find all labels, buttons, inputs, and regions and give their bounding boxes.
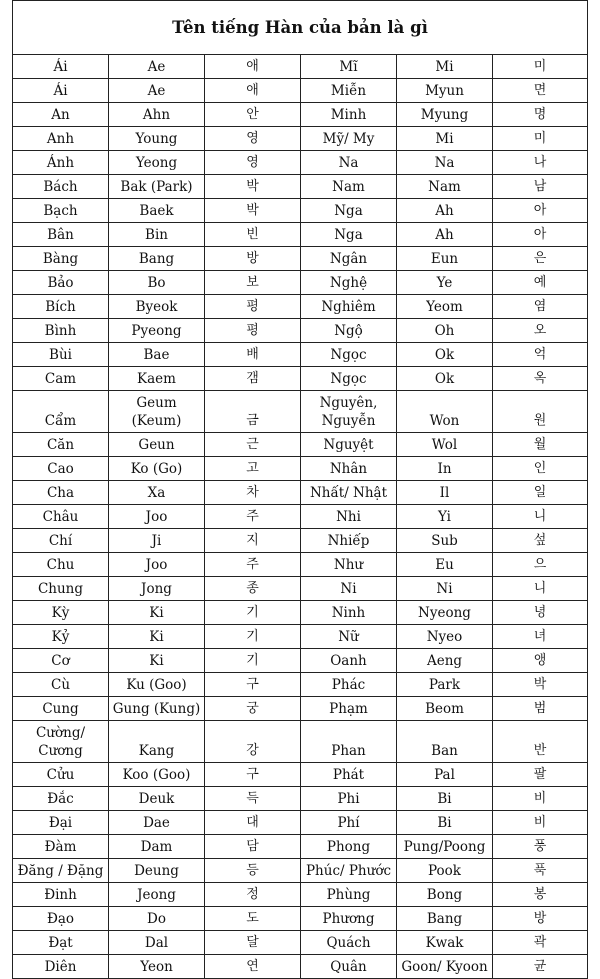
table-row — [13, 835, 588, 859]
korean-name-cell: 구 — [205, 763, 301, 787]
romanized-name-cell: Young — [109, 127, 205, 151]
korean-name-cell: 푹 — [493, 859, 588, 883]
romanized-name-cell: Joo — [109, 553, 205, 577]
vietnamese-name-cell: Bình — [13, 319, 109, 343]
korean-name-cell: 배 — [205, 343, 301, 367]
romanized-name-cell: Bak (Park) — [109, 175, 205, 199]
korean-name-cell: 반 — [493, 721, 588, 763]
korean-name-cell: 정 — [205, 883, 301, 907]
table-row — [13, 55, 588, 79]
korean-name-cell: 아 — [493, 223, 588, 247]
romanized-name-cell: Aeng — [397, 649, 493, 673]
vietnamese-name-cell: Oanh — [301, 649, 397, 673]
korean-name-cell: 염 — [493, 295, 588, 319]
table-row — [13, 247, 588, 271]
korean-name-cell: 주 — [205, 553, 301, 577]
romanized-name-cell: Ki — [109, 625, 205, 649]
romanized-name-cell: Geun — [109, 433, 205, 457]
korean-name-cell: 아 — [493, 199, 588, 223]
korean-name-cell: 주 — [205, 505, 301, 529]
table-row — [13, 481, 588, 505]
vietnamese-name-cell: Ngộ — [301, 319, 397, 343]
romanized-name-cell: Il — [397, 481, 493, 505]
romanized-name-cell: Ok — [397, 343, 493, 367]
romanized-name-cell: Kaem — [109, 367, 205, 391]
romanized-name-cell: Nyeo — [397, 625, 493, 649]
vietnamese-name-cell: Quách — [301, 931, 397, 955]
vietnamese-name-cell: Nguyên, Nguyễn — [301, 391, 397, 433]
vietnamese-name-cell: Ngọc — [301, 343, 397, 367]
korean-name-cell: 애 — [205, 55, 301, 79]
korean-name-cell: 범 — [493, 697, 588, 721]
name-table-sheet — [12, 0, 587, 975]
korean-name-cell: 근 — [205, 433, 301, 457]
romanized-name-cell: Nyeong — [397, 601, 493, 625]
romanized-name-cell: Bi — [397, 811, 493, 835]
korean-name-cell: 보 — [205, 271, 301, 295]
korean-name-cell: 녀 — [493, 625, 588, 649]
korean-name-cell: 비 — [493, 787, 588, 811]
table-row — [13, 601, 588, 625]
vietnamese-name-cell: Đinh — [13, 883, 109, 907]
vietnamese-name-cell: Miễn — [301, 79, 397, 103]
table-row — [13, 271, 588, 295]
korean-name-cell: 금 — [205, 391, 301, 433]
vietnamese-name-cell: Bùi — [13, 343, 109, 367]
vietnamese-name-cell: Đăng / Đặng — [13, 859, 109, 883]
romanized-name-cell: Ah — [397, 199, 493, 223]
table-row — [13, 787, 588, 811]
vietnamese-name-cell: Nguyệt — [301, 433, 397, 457]
romanized-name-cell: In — [397, 457, 493, 481]
vietnamese-name-cell: Nam — [301, 175, 397, 199]
korean-name-cell: 옥 — [493, 367, 588, 391]
korean-name-cell: 도 — [205, 907, 301, 931]
korean-name-cell: 은 — [493, 247, 588, 271]
romanized-name-cell: Ku (Goo) — [109, 673, 205, 697]
table-row — [13, 343, 588, 367]
romanized-name-cell: Jeong — [109, 883, 205, 907]
vietnamese-name-cell: Cửu — [13, 763, 109, 787]
vietnamese-name-cell: Phúc/ Phước — [301, 859, 397, 883]
vietnamese-name-cell: Bách — [13, 175, 109, 199]
korean-name-cell: 차 — [205, 481, 301, 505]
korean-name-cell: 구 — [205, 673, 301, 697]
romanized-name-cell: Kang — [109, 721, 205, 763]
table-row — [13, 151, 588, 175]
vietnamese-name-cell: Nghiêm — [301, 295, 397, 319]
korean-name-cell: 강 — [205, 721, 301, 763]
vietnamese-name-cell: Anh — [13, 127, 109, 151]
vietnamese-name-cell: Ninh — [301, 601, 397, 625]
table-row — [13, 883, 588, 907]
vietnamese-name-cell: Cù — [13, 673, 109, 697]
table-row — [13, 577, 588, 601]
vietnamese-name-cell: Nữ — [301, 625, 397, 649]
table-row — [13, 955, 588, 979]
korean-name-cell: 궁 — [205, 697, 301, 721]
vietnamese-name-cell: Đạo — [13, 907, 109, 931]
vietnamese-name-cell: Nga — [301, 223, 397, 247]
vietnamese-name-cell: Na — [301, 151, 397, 175]
korean-name-cell: 예 — [493, 271, 588, 295]
korean-name-cell: 애 — [205, 79, 301, 103]
table-row — [13, 319, 588, 343]
korean-name-cell: 고 — [205, 457, 301, 481]
romanized-name-cell: Byeok — [109, 295, 205, 319]
korean-name-cell: 으 — [493, 553, 588, 577]
korean-name-cell: 면 — [493, 79, 588, 103]
romanized-name-cell: Geum (Keum) — [109, 391, 205, 433]
vietnamese-name-cell: Phan — [301, 721, 397, 763]
romanized-name-cell: Beom — [397, 697, 493, 721]
vietnamese-name-cell: Ái — [13, 79, 109, 103]
vietnamese-name-cell: Mĩ — [301, 55, 397, 79]
romanized-name-cell: Baek — [109, 199, 205, 223]
vietnamese-name-cell: Chu — [13, 553, 109, 577]
korean-name-cell: 균 — [493, 955, 588, 979]
romanized-name-cell: Ahn — [109, 103, 205, 127]
table-row — [13, 811, 588, 835]
vietnamese-name-cell: Như — [301, 553, 397, 577]
vietnamese-name-cell: Cha — [13, 481, 109, 505]
korean-name-cell: 담 — [205, 835, 301, 859]
vietnamese-name-cell: Cẩm — [13, 391, 109, 433]
vietnamese-name-cell: Bích — [13, 295, 109, 319]
korean-name-cell: 나 — [493, 151, 588, 175]
table-row — [13, 199, 588, 223]
romanized-name-cell: Mi — [397, 127, 493, 151]
romanized-name-cell: Park — [397, 673, 493, 697]
vietnamese-name-cell: Ni — [301, 577, 397, 601]
vietnamese-name-cell: Căn — [13, 433, 109, 457]
romanized-name-cell: Ko (Go) — [109, 457, 205, 481]
table-row — [13, 295, 588, 319]
korean-name-cell: 일 — [493, 481, 588, 505]
romanized-name-cell: Dal — [109, 931, 205, 955]
vietnamese-name-cell: Cường/ Cương — [13, 721, 109, 763]
korean-name-cell: 니 — [493, 505, 588, 529]
romanized-name-cell: Dam — [109, 835, 205, 859]
vietnamese-name-cell: Nhi — [301, 505, 397, 529]
korean-name-cell: 억 — [493, 343, 588, 367]
vietnamese-name-cell: Bân — [13, 223, 109, 247]
vietnamese-name-cell: Phát — [301, 763, 397, 787]
romanized-name-cell: Pal — [397, 763, 493, 787]
vietnamese-name-cell: Phùng — [301, 883, 397, 907]
romanized-name-cell: Bae — [109, 343, 205, 367]
vietnamese-name-cell: Phạm — [301, 697, 397, 721]
romanized-name-cell: Na — [397, 151, 493, 175]
romanized-name-cell: Ki — [109, 601, 205, 625]
table-row — [13, 175, 588, 199]
korean-name-cell: 니 — [493, 577, 588, 601]
romanized-name-cell: Bang — [397, 907, 493, 931]
korean-name-cell: 평 — [205, 295, 301, 319]
romanized-name-cell: Mi — [397, 55, 493, 79]
table-row — [13, 79, 588, 103]
romanized-name-cell: Bong — [397, 883, 493, 907]
romanized-name-cell: Ni — [397, 577, 493, 601]
korean-name-cell: 대 — [205, 811, 301, 835]
table-body — [13, 55, 588, 979]
romanized-name-cell: Yeong — [109, 151, 205, 175]
romanized-name-cell: Ae — [109, 55, 205, 79]
korean-name-cell: 등 — [205, 859, 301, 883]
romanized-name-cell: Bi — [397, 787, 493, 811]
table-row — [13, 721, 588, 763]
vietnamese-name-cell: An — [13, 103, 109, 127]
table-row — [13, 673, 588, 697]
korean-name-cell: 지 — [205, 529, 301, 553]
vietnamese-name-cell: Châu — [13, 505, 109, 529]
korean-name-cell: 박 — [205, 175, 301, 199]
romanized-name-cell: Kwak — [397, 931, 493, 955]
romanized-name-cell: Myun — [397, 79, 493, 103]
romanized-name-cell: Ah — [397, 223, 493, 247]
vietnamese-name-cell: Nhiếp — [301, 529, 397, 553]
vietnamese-name-cell: Nhất/ Nhật — [301, 481, 397, 505]
romanized-name-cell: Deung — [109, 859, 205, 883]
vietnamese-name-cell: Bàng — [13, 247, 109, 271]
vietnamese-name-cell: Chí — [13, 529, 109, 553]
vietnamese-name-cell: Bảo — [13, 271, 109, 295]
vietnamese-name-cell: Phương — [301, 907, 397, 931]
romanized-name-cell: Bo — [109, 271, 205, 295]
table-row — [13, 697, 588, 721]
korean-name-cell: 달 — [205, 931, 301, 955]
korean-name-table — [12, 0, 588, 979]
romanized-name-cell: Ban — [397, 721, 493, 763]
romanized-name-cell: Eun — [397, 247, 493, 271]
romanized-name-cell: Xa — [109, 481, 205, 505]
vietnamese-name-cell: Ái — [13, 55, 109, 79]
korean-name-cell: 박 — [493, 673, 588, 697]
vietnamese-name-cell: Phong — [301, 835, 397, 859]
vietnamese-name-cell: Phí — [301, 811, 397, 835]
korean-name-cell: 비 — [493, 811, 588, 835]
romanized-name-cell: Ae — [109, 79, 205, 103]
korean-name-cell: 남 — [493, 175, 588, 199]
vietnamese-name-cell: Cung — [13, 697, 109, 721]
romanized-name-cell: Ki — [109, 649, 205, 673]
romanized-name-cell: Wol — [397, 433, 493, 457]
vietnamese-name-cell: Quân — [301, 955, 397, 979]
romanized-name-cell: Bin — [109, 223, 205, 247]
korean-name-cell: 영 — [205, 151, 301, 175]
romanized-name-cell: Yeom — [397, 295, 493, 319]
vietnamese-name-cell: Đạt — [13, 931, 109, 955]
table-row — [13, 763, 588, 787]
table-title: Tên tiếng Hàn của bản là gì — [13, 1, 588, 55]
vietnamese-name-cell: Kỷ — [13, 625, 109, 649]
vietnamese-name-cell: Mỹ/ My — [301, 127, 397, 151]
romanized-name-cell: Goon/ Kyoon — [397, 955, 493, 979]
vietnamese-name-cell: Cơ — [13, 649, 109, 673]
korean-name-cell: 기 — [205, 601, 301, 625]
table-row — [13, 625, 588, 649]
vietnamese-name-cell: Nga — [301, 199, 397, 223]
korean-name-cell: 팔 — [493, 763, 588, 787]
table-row — [13, 103, 588, 127]
romanized-name-cell: Oh — [397, 319, 493, 343]
table-row — [13, 907, 588, 931]
table-row — [13, 859, 588, 883]
romanized-name-cell: Sub — [397, 529, 493, 553]
romanized-name-cell: Bang — [109, 247, 205, 271]
romanized-name-cell: Pung/Poong — [397, 835, 493, 859]
romanized-name-cell: Pyeong — [109, 319, 205, 343]
romanized-name-cell: Pook — [397, 859, 493, 883]
romanized-name-cell: Yi — [397, 505, 493, 529]
romanized-name-cell: Jong — [109, 577, 205, 601]
korean-name-cell: 앵 — [493, 649, 588, 673]
vietnamese-name-cell: Nghệ — [301, 271, 397, 295]
korean-name-cell: 연 — [205, 955, 301, 979]
korean-name-cell: 기 — [205, 625, 301, 649]
korean-name-cell: 봉 — [493, 883, 588, 907]
korean-name-cell: 인 — [493, 457, 588, 481]
korean-name-cell: 갬 — [205, 367, 301, 391]
vietnamese-name-cell: Bạch — [13, 199, 109, 223]
table-row — [13, 529, 588, 553]
table-row — [13, 457, 588, 481]
vietnamese-name-cell: Chung — [13, 577, 109, 601]
korean-name-cell: 박 — [205, 199, 301, 223]
vietnamese-name-cell: Diên — [13, 955, 109, 979]
title-row — [13, 1, 588, 55]
korean-name-cell: 섶 — [493, 529, 588, 553]
vietnamese-name-cell: Đại — [13, 811, 109, 835]
romanized-name-cell: Ye — [397, 271, 493, 295]
vietnamese-name-cell: Ngọc — [301, 367, 397, 391]
table-row — [13, 223, 588, 247]
korean-name-cell: 월 — [493, 433, 588, 457]
vietnamese-name-cell: Phác — [301, 673, 397, 697]
romanized-name-cell: Koo (Goo) — [109, 763, 205, 787]
korean-name-cell: 영 — [205, 127, 301, 151]
romanized-name-cell: Yeon — [109, 955, 205, 979]
korean-name-cell: 명 — [493, 103, 588, 127]
romanized-name-cell: Do — [109, 907, 205, 931]
table-row — [13, 553, 588, 577]
romanized-name-cell: Won — [397, 391, 493, 433]
romanized-name-cell: Deuk — [109, 787, 205, 811]
romanized-name-cell: Dae — [109, 811, 205, 835]
vietnamese-name-cell: Ngân — [301, 247, 397, 271]
korean-name-cell: 평 — [205, 319, 301, 343]
korean-name-cell: 빈 — [205, 223, 301, 247]
vietnamese-name-cell: Minh — [301, 103, 397, 127]
korean-name-cell: 미 — [493, 55, 588, 79]
romanized-name-cell: Ji — [109, 529, 205, 553]
korean-name-cell: 원 — [493, 391, 588, 433]
korean-name-cell: 득 — [205, 787, 301, 811]
table-row — [13, 505, 588, 529]
vietnamese-name-cell: Nhân — [301, 457, 397, 481]
table-row — [13, 127, 588, 151]
vietnamese-name-cell: Phi — [301, 787, 397, 811]
romanized-name-cell: Ok — [397, 367, 493, 391]
vietnamese-name-cell: Cam — [13, 367, 109, 391]
romanized-name-cell: Eu — [397, 553, 493, 577]
korean-name-cell: 방 — [493, 907, 588, 931]
romanized-name-cell: Nam — [397, 175, 493, 199]
korean-name-cell: 곽 — [493, 931, 588, 955]
korean-name-cell: 기 — [205, 649, 301, 673]
korean-name-cell: 방 — [205, 247, 301, 271]
korean-name-cell: 풍 — [493, 835, 588, 859]
korean-name-cell: 안 — [205, 103, 301, 127]
vietnamese-name-cell: Đàm — [13, 835, 109, 859]
table-row — [13, 649, 588, 673]
vietnamese-name-cell: Đắc — [13, 787, 109, 811]
romanized-name-cell: Myung — [397, 103, 493, 127]
table-row — [13, 433, 588, 457]
vietnamese-name-cell: Cao — [13, 457, 109, 481]
korean-name-cell: 녕 — [493, 601, 588, 625]
romanized-name-cell: Joo — [109, 505, 205, 529]
korean-name-cell: 미 — [493, 127, 588, 151]
table-row — [13, 367, 588, 391]
korean-name-cell: 오 — [493, 319, 588, 343]
table-row — [13, 391, 588, 433]
vietnamese-name-cell: Kỳ — [13, 601, 109, 625]
korean-name-cell: 종 — [205, 577, 301, 601]
romanized-name-cell: Gung (Kung) — [109, 697, 205, 721]
vietnamese-name-cell: Ánh — [13, 151, 109, 175]
